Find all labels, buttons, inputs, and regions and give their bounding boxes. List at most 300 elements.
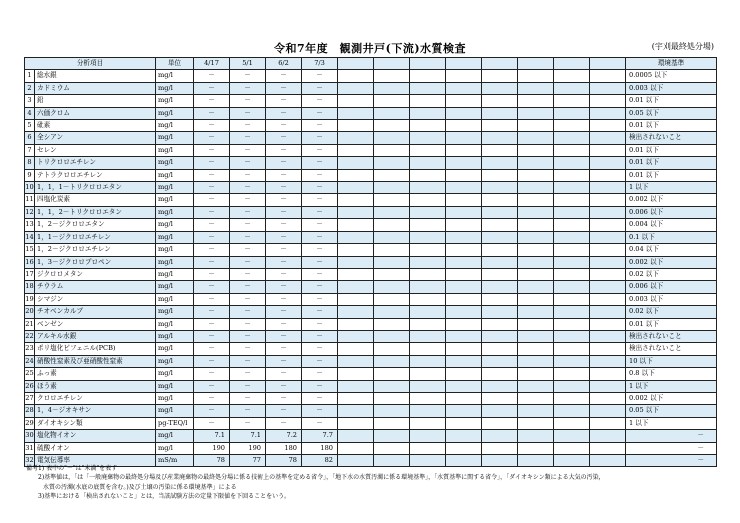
row-number: 2 [25, 82, 35, 94]
standard-cell: 0.01 以下 [626, 157, 717, 169]
value-cell: － [266, 268, 302, 280]
note-2: 2)基準値は，「は「一般廃棄物の最終処分場及び産業廃棄物の最終処分場に係る技術上の基準を定める省令」，「地下水の水質汚濁に係る環境基準」，「水質基準に関する省令」，「ダイオキシン類による大気の汚染， [38, 474, 605, 482]
unit-cell: mg/l [156, 380, 194, 392]
standard-cell: 1 以下 [626, 417, 717, 429]
empty-cell [446, 405, 482, 417]
analysis-item: シマジン [35, 293, 156, 305]
value-cell: 77 [230, 455, 266, 467]
empty-cell [446, 169, 482, 181]
empty-cell [518, 107, 554, 119]
analysis-item: ベンゼン [35, 318, 156, 330]
empty-cell [410, 330, 446, 342]
empty-cell [518, 368, 554, 380]
standard-cell: 検出されないこと [626, 132, 717, 144]
value-cell: － [194, 281, 230, 293]
empty-cell [482, 157, 518, 169]
analysis-item: クロロエチレン [35, 392, 156, 404]
unit-cell: mg/l [156, 343, 194, 355]
empty-cell [410, 206, 446, 218]
empty-cell [590, 405, 626, 417]
empty-cell [554, 417, 590, 429]
empty-cell [338, 380, 374, 392]
value-cell: － [230, 70, 266, 82]
header-date-4: 7/3 [302, 58, 338, 70]
value-cell: － [266, 219, 302, 231]
header-unit: 単位 [156, 58, 194, 70]
empty-cell [410, 256, 446, 268]
row-number: 12 [25, 206, 35, 218]
note-2-cont: 水質の汚濁(水底の底質を含む。)及び土壌の汚染に係る環境基準」による [43, 483, 237, 491]
unit-cell: mg/l [156, 219, 194, 231]
empty-cell [590, 442, 626, 454]
table-row [25, 392, 717, 404]
header-date-6 [374, 58, 410, 70]
unit-cell: mg/l [156, 206, 194, 218]
empty-cell [518, 293, 554, 305]
empty-cell [554, 95, 590, 107]
empty-cell [410, 107, 446, 119]
value-cell: － [230, 219, 266, 231]
standard-cell: 0.002 以下 [626, 256, 717, 268]
empty-cell [446, 417, 482, 429]
empty-cell [338, 219, 374, 231]
empty-cell [338, 368, 374, 380]
value-cell: － [230, 120, 266, 132]
empty-cell [410, 244, 446, 256]
empty-cell [590, 82, 626, 94]
empty-cell [554, 144, 590, 156]
empty-cell [374, 318, 410, 330]
row-number: 18 [25, 281, 35, 293]
row-number: 22 [25, 330, 35, 342]
empty-cell [554, 206, 590, 218]
empty-cell [410, 318, 446, 330]
table-row [25, 70, 717, 82]
table-row [25, 281, 717, 293]
empty-cell [446, 194, 482, 206]
empty-cell [374, 355, 410, 367]
empty-cell [482, 120, 518, 132]
analysis-item: カドミウム [35, 82, 156, 94]
value-cell: － [230, 368, 266, 380]
value-cell: － [302, 405, 338, 417]
row-number: 29 [25, 417, 35, 429]
row-number: 30 [25, 430, 35, 442]
value-cell: － [302, 231, 338, 243]
table-row [25, 244, 717, 256]
value-cell: － [302, 244, 338, 256]
row-number: 4 [25, 107, 35, 119]
empty-cell [446, 318, 482, 330]
value-cell: － [302, 293, 338, 305]
empty-cell [374, 182, 410, 194]
analysis-item: 1，1－ジクロロエチレン [35, 231, 156, 243]
value-cell: － [230, 169, 266, 181]
value-cell: － [230, 82, 266, 94]
empty-cell [482, 144, 518, 156]
table-row [25, 120, 717, 132]
empty-cell [374, 268, 410, 280]
value-cell: － [230, 293, 266, 305]
empty-cell [554, 107, 590, 119]
standard-cell: 検出されないこと [626, 343, 717, 355]
unit-cell: mg/l [156, 107, 194, 119]
empty-cell [482, 244, 518, 256]
analysis-item: 鉛 [35, 95, 156, 107]
analysis-item: アルキル水銀 [35, 330, 156, 342]
empty-cell [482, 256, 518, 268]
value-cell: － [230, 355, 266, 367]
empty-cell [338, 107, 374, 119]
value-cell: － [302, 268, 338, 280]
analysis-item: 1，2－ジクロロエタン [35, 219, 156, 231]
empty-cell [410, 293, 446, 305]
value-cell: 180 [266, 442, 302, 454]
empty-cell [590, 343, 626, 355]
value-cell: － [230, 380, 266, 392]
empty-cell [374, 293, 410, 305]
table-row [25, 157, 717, 169]
analysis-item: ほう素 [35, 380, 156, 392]
value-cell: － [194, 405, 230, 417]
standard-cell: 0.01 以下 [626, 169, 717, 181]
value-cell: 7.1 [230, 430, 266, 442]
empty-cell [482, 70, 518, 82]
empty-cell [590, 306, 626, 318]
value-cell: － [266, 132, 302, 144]
standard-cell: 0.002 以下 [626, 392, 717, 404]
empty-cell [518, 194, 554, 206]
empty-cell [482, 293, 518, 305]
empty-cell [374, 95, 410, 107]
unit-cell: mg/l [156, 430, 194, 442]
empty-cell [518, 132, 554, 144]
empty-cell [518, 417, 554, 429]
empty-cell [554, 405, 590, 417]
table-row [25, 132, 717, 144]
empty-cell [554, 368, 590, 380]
empty-cell [482, 182, 518, 194]
value-cell: 7.7 [302, 430, 338, 442]
row-number: 5 [25, 120, 35, 132]
empty-cell [590, 132, 626, 144]
empty-cell [338, 144, 374, 156]
unit-cell: mS/m [156, 455, 194, 467]
value-cell: － [194, 392, 230, 404]
empty-cell [518, 380, 554, 392]
value-cell: － [266, 70, 302, 82]
analysis-item: 1，1，2－トリクロロエタン [35, 206, 156, 218]
value-cell: － [302, 206, 338, 218]
empty-cell [554, 70, 590, 82]
analysis-item: トリクロロエチレン [35, 157, 156, 169]
value-cell: 78 [266, 455, 302, 467]
empty-cell [410, 157, 446, 169]
empty-cell [410, 132, 446, 144]
value-cell: － [266, 306, 302, 318]
value-cell: － [266, 318, 302, 330]
standard-cell: 1 以下 [626, 182, 717, 194]
value-cell: － [302, 392, 338, 404]
analysis-item: ポリ塩化ビフェニル(PCB) [35, 343, 156, 355]
empty-cell [554, 120, 590, 132]
value-cell: － [194, 417, 230, 429]
value-cell: － [302, 330, 338, 342]
header-date-10 [518, 58, 554, 70]
footnotes [26, 464, 605, 501]
value-cell: － [194, 144, 230, 156]
value-cell: － [230, 318, 266, 330]
empty-cell [482, 392, 518, 404]
value-cell: － [266, 107, 302, 119]
empty-cell [518, 343, 554, 355]
analysis-item: 硝酸性窒素及び亜硝酸性窒素 [35, 355, 156, 367]
empty-cell [374, 343, 410, 355]
header-date-5 [338, 58, 374, 70]
empty-cell [482, 132, 518, 144]
empty-cell [518, 120, 554, 132]
empty-cell [482, 231, 518, 243]
unit-cell: mg/l [156, 132, 194, 144]
standard-cell: 0.01 以下 [626, 318, 717, 330]
value-cell: － [230, 392, 266, 404]
empty-cell [410, 405, 446, 417]
note-1: 備考1) 表中の"－"は"未満"を表す [26, 465, 118, 472]
row-number: 24 [25, 355, 35, 367]
value-cell: － [302, 343, 338, 355]
empty-cell [446, 231, 482, 243]
empty-cell [518, 206, 554, 218]
value-cell: － [194, 343, 230, 355]
empty-cell [518, 169, 554, 181]
table-row [25, 107, 717, 119]
row-number: 21 [25, 318, 35, 330]
empty-cell [374, 82, 410, 94]
table-row [25, 182, 717, 194]
row-number: 25 [25, 368, 35, 380]
table-row [25, 144, 717, 156]
analysis-item: 全シアン [35, 132, 156, 144]
value-cell: － [230, 306, 266, 318]
empty-cell [554, 293, 590, 305]
standard-cell: 0.01 以下 [626, 95, 717, 107]
standard-cell: 10 以下 [626, 355, 717, 367]
header-date-11 [554, 58, 590, 70]
standard-cell: － [626, 455, 717, 467]
empty-cell [410, 82, 446, 94]
empty-cell [338, 417, 374, 429]
empty-cell [374, 430, 410, 442]
value-cell: － [194, 318, 230, 330]
unit-cell: mg/l [156, 306, 194, 318]
value-cell: － [266, 206, 302, 218]
empty-cell [590, 355, 626, 367]
empty-cell [338, 206, 374, 218]
empty-cell [554, 380, 590, 392]
value-cell: － [266, 368, 302, 380]
empty-cell [518, 330, 554, 342]
empty-cell [446, 368, 482, 380]
table-row [25, 256, 717, 268]
empty-cell [410, 95, 446, 107]
empty-cell [518, 182, 554, 194]
empty-cell [446, 82, 482, 94]
empty-cell [338, 82, 374, 94]
row-number: 9 [25, 169, 35, 181]
analysis-item: 塩化物イオン [35, 430, 156, 442]
empty-cell [518, 268, 554, 280]
value-cell: － [230, 343, 266, 355]
empty-cell [590, 194, 626, 206]
value-cell: － [194, 169, 230, 181]
value-cell: － [230, 95, 266, 107]
empty-cell [482, 268, 518, 280]
empty-cell [518, 70, 554, 82]
empty-cell [374, 256, 410, 268]
value-cell: － [266, 405, 302, 417]
empty-cell [518, 281, 554, 293]
empty-cell [554, 132, 590, 144]
empty-cell [446, 70, 482, 82]
value-cell: － [194, 95, 230, 107]
empty-cell [590, 430, 626, 442]
empty-cell [554, 343, 590, 355]
standard-cell: 0.05 以下 [626, 405, 717, 417]
empty-cell [338, 330, 374, 342]
empty-cell [338, 318, 374, 330]
empty-cell [554, 219, 590, 231]
empty-cell [482, 368, 518, 380]
standard-cell: 0.0005 以下 [626, 70, 717, 82]
empty-cell [482, 206, 518, 218]
page-title: 令和7年度 観測井戸(下流)水質検査 [273, 42, 467, 55]
empty-cell [446, 219, 482, 231]
unit-cell: mg/l [156, 268, 194, 280]
value-cell: － [230, 256, 266, 268]
table-row [25, 430, 717, 442]
value-cell: － [266, 256, 302, 268]
empty-cell [374, 120, 410, 132]
empty-cell [482, 194, 518, 206]
unit-cell: mg/l [156, 231, 194, 243]
table-row [25, 194, 717, 206]
header-date-3: 6/2 [266, 58, 302, 70]
value-cell: 7.2 [266, 430, 302, 442]
empty-cell [518, 157, 554, 169]
empty-cell [446, 281, 482, 293]
value-cell: － [266, 231, 302, 243]
empty-cell [374, 281, 410, 293]
empty-cell [590, 120, 626, 132]
row-number: 13 [25, 219, 35, 231]
empty-cell [482, 380, 518, 392]
analysis-item: 1，4－ジオキサン [35, 405, 156, 417]
value-cell: － [230, 281, 266, 293]
header-date-1: 4/17 [194, 58, 230, 70]
empty-cell [338, 293, 374, 305]
empty-cell [338, 343, 374, 355]
standard-cell: 0.006 以下 [626, 206, 717, 218]
empty-cell [338, 194, 374, 206]
empty-cell [590, 144, 626, 156]
value-cell: － [266, 120, 302, 132]
table-row [25, 95, 717, 107]
standard-cell: 0.01 以下 [626, 144, 717, 156]
value-cell: － [194, 120, 230, 132]
value-cell: － [194, 380, 230, 392]
header-date-9 [482, 58, 518, 70]
empty-cell [590, 417, 626, 429]
table-row [25, 206, 717, 218]
unit-cell: mg/l [156, 157, 194, 169]
value-cell: － [230, 206, 266, 218]
unit-cell: mg/l [156, 405, 194, 417]
empty-cell [446, 380, 482, 392]
empty-cell [554, 157, 590, 169]
empty-cell [518, 306, 554, 318]
empty-cell [590, 268, 626, 280]
unit-cell: mg/l [156, 182, 194, 194]
empty-cell [410, 268, 446, 280]
value-cell: － [302, 107, 338, 119]
unit-cell: mg/l [156, 368, 194, 380]
empty-cell [338, 392, 374, 404]
value-cell: － [230, 107, 266, 119]
value-cell: － [266, 330, 302, 342]
standard-cell: 0.01 以下 [626, 120, 717, 132]
row-number: 15 [25, 244, 35, 256]
empty-cell [518, 231, 554, 243]
value-cell: － [194, 206, 230, 218]
empty-cell [518, 95, 554, 107]
value-cell: － [230, 132, 266, 144]
value-cell: － [230, 244, 266, 256]
value-cell: － [266, 392, 302, 404]
empty-cell [518, 442, 554, 454]
analysis-item: ダイオキシン類 [35, 417, 156, 429]
value-cell: － [266, 182, 302, 194]
row-number: 17 [25, 268, 35, 280]
empty-cell [590, 318, 626, 330]
value-cell: － [194, 306, 230, 318]
empty-cell [482, 417, 518, 429]
value-cell: － [194, 368, 230, 380]
empty-cell [590, 206, 626, 218]
empty-cell [590, 281, 626, 293]
empty-cell [590, 231, 626, 243]
row-number: 16 [25, 256, 35, 268]
empty-cell [554, 231, 590, 243]
value-cell: － [302, 368, 338, 380]
empty-cell [410, 442, 446, 454]
unit-cell: mg/l [156, 194, 194, 206]
value-cell: － [302, 120, 338, 132]
analysis-item: 総水銀 [35, 70, 156, 82]
empty-cell [518, 392, 554, 404]
value-cell: － [194, 244, 230, 256]
value-cell: － [266, 380, 302, 392]
empty-cell [554, 430, 590, 442]
empty-cell [590, 330, 626, 342]
value-cell: － [302, 95, 338, 107]
analysis-item: 1，2－ジクロロエチレン [35, 244, 156, 256]
analysis-item: チオベンカルブ [35, 306, 156, 318]
empty-cell [410, 231, 446, 243]
empty-cell [590, 182, 626, 194]
row-number: 19 [25, 293, 35, 305]
unit-cell: mg/l [156, 293, 194, 305]
empty-cell [446, 132, 482, 144]
